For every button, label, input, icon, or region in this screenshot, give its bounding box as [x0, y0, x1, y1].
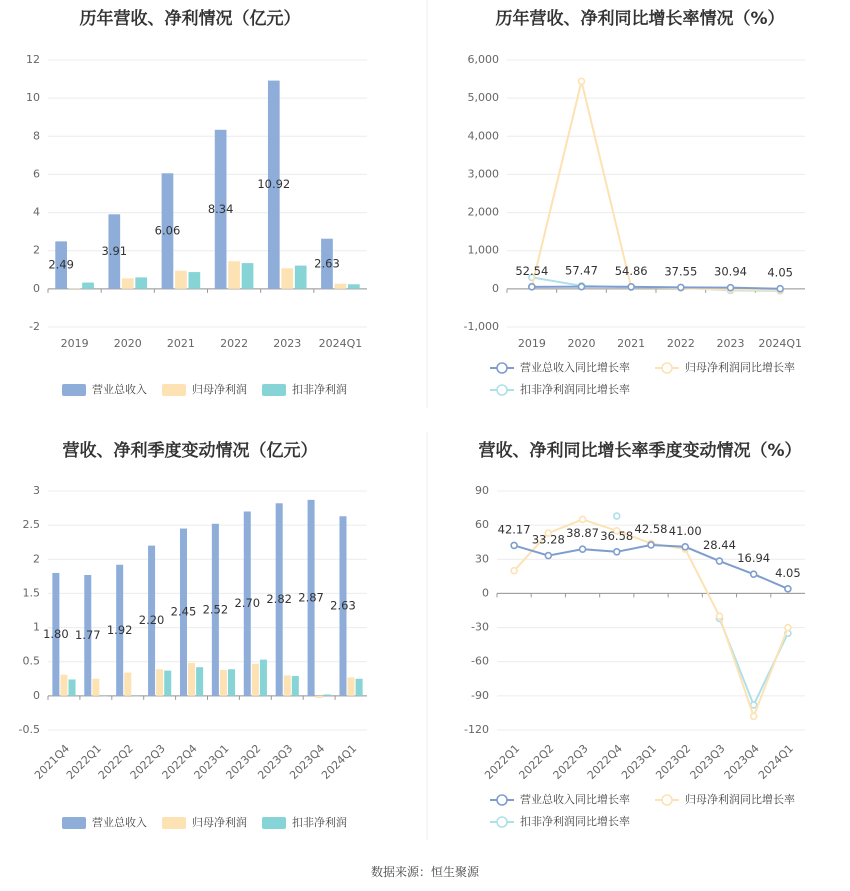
bar	[82, 283, 94, 289]
legend-swatch-marker	[497, 817, 507, 827]
data-label: 41.00	[668, 523, 702, 538]
data-label: 30.94	[714, 264, 747, 279]
data-label: 54.86	[614, 263, 648, 278]
legend-swatch	[162, 817, 186, 829]
legend-label: 归母净利润同比增长率	[685, 361, 795, 374]
bar	[335, 284, 347, 289]
x-tick-label: 2023	[273, 337, 302, 350]
bar	[348, 677, 355, 695]
data-point	[614, 549, 620, 555]
series-line	[532, 81, 780, 290]
chart-title: 营收、净利季度变动情况（亿元）	[62, 441, 318, 461]
data-point	[678, 284, 684, 290]
y-tick-label: -0.5	[18, 723, 40, 736]
data-label: 1.77	[74, 627, 101, 642]
y-tick-label: 0	[33, 688, 40, 702]
bar	[188, 663, 195, 696]
data-point	[777, 286, 783, 292]
data-point	[785, 625, 791, 631]
x-tick-label: 2022Q3	[550, 741, 591, 782]
data-point	[614, 513, 620, 519]
data-point	[628, 284, 634, 290]
x-tick-label: 2021	[617, 337, 646, 350]
legend-label: 扣非净利润	[292, 816, 347, 829]
data-point	[682, 544, 688, 550]
legend-label: 归母净利润同比增长率	[685, 793, 795, 806]
data-label: 52.54	[515, 263, 549, 278]
bar	[124, 673, 131, 696]
x-tick-label: 2022	[666, 337, 695, 350]
bar	[348, 284, 360, 289]
bar	[100, 696, 107, 697]
x-tick-label: 2022Q4	[159, 741, 200, 782]
y-tick-label: 2.5	[22, 518, 40, 532]
y-tick-label: 1	[33, 620, 40, 634]
x-tick-label: 2023	[716, 337, 745, 350]
legend-swatch	[262, 384, 286, 396]
y-tick-label: 0	[492, 281, 499, 295]
y-tick-label: 2	[33, 243, 40, 257]
legend-swatch	[62, 384, 86, 396]
bar	[228, 261, 240, 289]
x-tick-label: 2024Q1	[319, 741, 360, 782]
y-tick-label: -120	[464, 723, 489, 736]
data-point	[529, 284, 535, 290]
bar	[135, 277, 147, 288]
y-tick-label: 2	[33, 552, 40, 566]
data-label: 42.58	[634, 521, 668, 536]
data-label: 1.92	[106, 622, 133, 637]
bar	[92, 679, 99, 696]
legend-swatch	[262, 817, 286, 829]
x-tick-label: 2022Q2	[95, 741, 136, 782]
bar	[132, 696, 139, 697]
x-tick-label: 2019	[60, 337, 89, 350]
y-tick-label: 30	[475, 552, 489, 566]
y-tick-label: -30	[471, 620, 489, 634]
data-label: 2.63	[314, 256, 340, 271]
legend-swatch-marker	[662, 795, 672, 805]
data-label: 57.47	[565, 263, 598, 278]
bar	[228, 669, 235, 696]
legend-swatch	[62, 817, 86, 829]
data-point	[751, 702, 757, 708]
x-tick-label: 2024Q1	[758, 337, 802, 350]
y-tick-label: 2,000	[467, 205, 499, 219]
y-tick-label: 6	[33, 167, 40, 181]
x-tick-label: 2022Q1	[482, 741, 523, 782]
legend-label: 扣非净利润同比增长率	[520, 815, 630, 828]
x-tick-label: 2022	[220, 337, 249, 350]
legend-label: 归母净利润	[192, 816, 247, 829]
data-label: 16.94	[737, 551, 771, 566]
y-tick-label: -90	[471, 688, 489, 702]
bar	[220, 670, 227, 696]
y-tick-label: 60	[475, 518, 489, 532]
y-tick-label: 10	[26, 91, 40, 105]
y-tick-label: 6,000	[467, 53, 499, 66]
y-tick-label: -2	[29, 320, 40, 333]
bar	[196, 667, 203, 696]
data-point	[716, 613, 722, 619]
x-tick-label: 2023Q3	[687, 741, 728, 782]
bar	[260, 660, 267, 696]
x-tick-label: 2020	[567, 337, 596, 350]
y-tick-label: 3	[33, 484, 40, 497]
data-label: 36.58	[600, 528, 634, 543]
bar	[60, 675, 67, 696]
x-tick-label: 2022Q2	[516, 741, 557, 782]
legend-label: 营业总收入	[92, 383, 147, 396]
bar	[284, 675, 291, 695]
x-tick-label: 2023Q4	[721, 741, 762, 782]
y-tick-label: -1,000	[463, 320, 499, 333]
data-label: 2.45	[170, 604, 197, 619]
x-tick-label: 2023Q3	[255, 741, 296, 782]
data-point	[579, 284, 585, 290]
y-tick-label: 4	[33, 205, 40, 219]
data-point	[579, 78, 585, 84]
x-tick-label: 2019	[517, 337, 546, 350]
data-label: 2.63	[330, 598, 356, 613]
data-label: 4.05	[775, 565, 801, 580]
bar	[295, 266, 307, 289]
data-label: 2.70	[234, 596, 261, 611]
data-label: 2.87	[298, 590, 324, 605]
data-point	[785, 586, 791, 592]
chart-title: 营收、净利同比增长率季度变动情况（%）	[478, 441, 802, 461]
y-tick-label: 1.5	[22, 586, 40, 600]
data-label: 28.44	[702, 538, 736, 553]
y-tick-label: 90	[475, 484, 489, 497]
x-tick-label: 2022Q3	[127, 741, 168, 782]
chart-title: 历年营收、净利同比增长率情况（%）	[495, 9, 785, 29]
bar	[324, 694, 331, 695]
data-label: 2.52	[202, 602, 229, 617]
x-tick-label: 2023Q4	[287, 741, 328, 782]
data-label: 38.87	[566, 526, 600, 541]
y-tick-label: 3,000	[467, 167, 499, 181]
data-point	[751, 713, 757, 719]
legend-swatch	[162, 384, 186, 396]
data-label: 2.20	[138, 613, 165, 628]
x-tick-label: 2023Q1	[191, 741, 232, 782]
x-tick-label: 2024Q1	[318, 337, 363, 350]
x-tick-label: 2022Q1	[63, 741, 104, 782]
legend-label: 扣非净利润同比增长率	[520, 383, 630, 396]
bar	[189, 272, 201, 289]
data-label: 8.34	[207, 201, 234, 216]
data-label: 3.91	[101, 244, 128, 259]
bar	[242, 263, 254, 289]
bar	[69, 288, 81, 289]
legend-swatch-marker	[497, 795, 507, 805]
y-tick-label: 0	[33, 281, 40, 295]
legend-swatch-marker	[497, 363, 507, 373]
y-tick-label: 4,000	[467, 129, 499, 143]
legend-label: 营业总收入	[92, 816, 147, 829]
bar	[122, 278, 134, 288]
bar	[292, 676, 299, 696]
chart-title: 历年营收、净利情况（亿元）	[79, 9, 301, 29]
data-label: 6.06	[154, 223, 181, 238]
legend-swatch-marker	[497, 385, 507, 395]
data-label: 10.92	[257, 177, 291, 192]
data-label: 2.82	[266, 592, 292, 607]
x-tick-label: 2020	[113, 337, 142, 350]
y-tick-label: 5,000	[467, 91, 499, 105]
data-point	[545, 553, 551, 559]
y-tick-label: 8	[33, 129, 40, 143]
x-tick-label: 2021Q4	[32, 741, 73, 782]
data-point	[751, 571, 757, 577]
x-tick-label: 2023Q2	[223, 741, 264, 782]
y-tick-label: 12	[26, 53, 40, 66]
data-point	[728, 285, 734, 291]
data-label: 37.55	[664, 264, 698, 279]
legend-label: 营业总收入同比增长率	[520, 361, 630, 374]
bar	[175, 271, 187, 289]
data-point	[511, 542, 517, 548]
x-tick-label: 2024Q1	[755, 741, 797, 782]
data-point	[580, 516, 586, 522]
bar	[69, 679, 76, 695]
data-label: 33.28	[531, 532, 565, 547]
x-tick-label: 2021	[166, 337, 195, 350]
x-tick-label: 2022Q4	[584, 741, 625, 782]
legend-label: 营业总收入同比增长率	[520, 793, 630, 806]
bar	[156, 669, 163, 696]
legend-swatch-marker	[662, 363, 672, 373]
legend-label: 归母净利润	[192, 383, 247, 396]
data-point	[716, 558, 722, 564]
data-label: 4.05	[767, 265, 793, 280]
data-label: 42.17	[497, 522, 531, 537]
y-tick-label: 0	[482, 586, 489, 600]
data-label: 2.49	[48, 257, 74, 272]
y-tick-label: 1,000	[467, 243, 499, 257]
bar	[316, 696, 323, 698]
y-tick-label: 0.5	[22, 654, 40, 668]
data-label: 1.80	[43, 626, 69, 641]
bar	[356, 679, 363, 696]
y-tick-label: -60	[471, 654, 489, 668]
data-point	[511, 568, 517, 574]
bar	[252, 664, 259, 696]
legend-label: 扣非净利润	[292, 383, 347, 396]
bar	[281, 268, 293, 289]
x-tick-label: 2023Q2	[653, 741, 694, 782]
data-source: 数据来源：恒生聚源	[370, 865, 480, 879]
data-point	[648, 542, 654, 548]
data-point	[580, 546, 586, 552]
bar	[164, 671, 171, 696]
x-tick-label: 2023Q1	[619, 741, 660, 782]
